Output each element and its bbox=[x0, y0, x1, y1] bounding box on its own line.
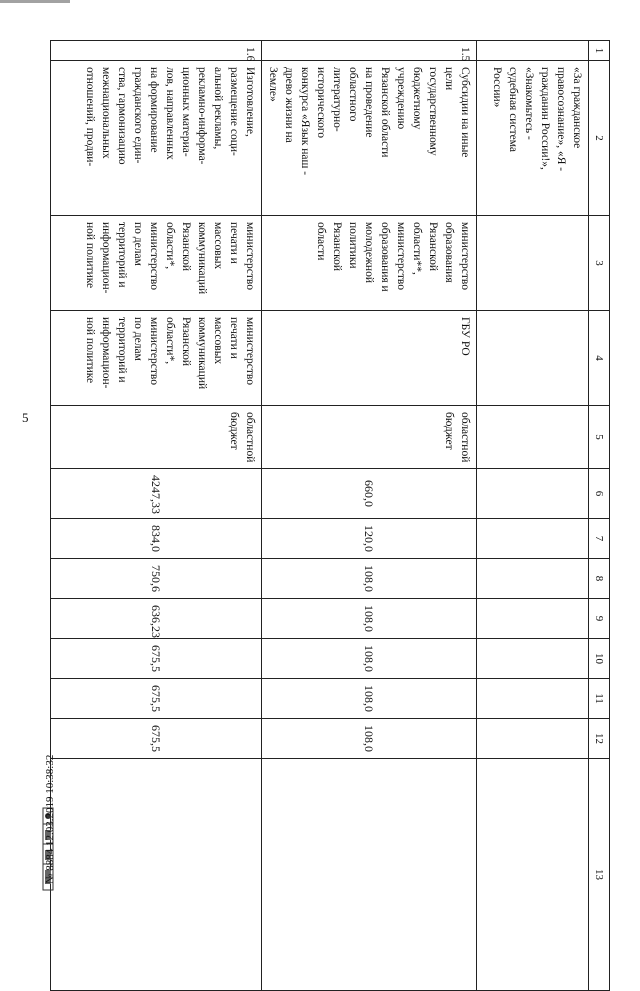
column-number: 12 bbox=[589, 719, 610, 759]
column-number: 9 bbox=[589, 599, 610, 639]
value-year bbox=[477, 639, 589, 679]
recipient-cell: министерство печати и массовых коммуникаций Рязанской области*, министерство по делам территорий и информацион- ной политике bbox=[51, 311, 262, 406]
executor-cell: министерство образования Рязанской области**, министерство образования и молодежной политики Рязанской области bbox=[262, 216, 477, 311]
row-number: 1.6 bbox=[51, 41, 262, 61]
value-year bbox=[477, 559, 589, 599]
recipient-cell: ГБУ РО bbox=[262, 311, 477, 406]
value-year: 675,5 bbox=[51, 679, 262, 719]
value-year bbox=[477, 519, 589, 559]
column-number: 5 bbox=[589, 406, 610, 469]
activity-name: «За гражданское правосознание», «Я - гражданин России!», «Знакомьтесь - судебная система России» bbox=[477, 61, 589, 216]
column-number: 11 bbox=[589, 679, 610, 719]
activity-name: Субсидии на иные цели государственному бюджетному учреждению Рязанской области на проведение областного литературно- исторического конкурса «Язык наш - древо жизни на Земле» bbox=[262, 61, 477, 216]
column-number: 8 bbox=[589, 559, 610, 599]
row-number: 1.5 bbox=[262, 41, 477, 61]
recipient-cell bbox=[477, 311, 589, 406]
column-number: 3 bbox=[589, 216, 610, 311]
document-stamp-area bbox=[22, 684, 222, 894]
column-number: 10 bbox=[589, 639, 610, 679]
page-number: 5 bbox=[22, 410, 29, 425]
column-number: 2 bbox=[589, 61, 610, 216]
value-total bbox=[477, 469, 589, 519]
column-number: 7 bbox=[589, 519, 610, 559]
value-year: 675,5 bbox=[51, 719, 262, 759]
value-year: 108,0 bbox=[262, 719, 477, 759]
value-year: 108,0 bbox=[262, 599, 477, 639]
value-year: 108,0 bbox=[262, 679, 477, 719]
column-number: 6 bbox=[589, 469, 610, 519]
executor-cell bbox=[477, 216, 589, 311]
value-year: 120,0 bbox=[262, 519, 477, 559]
scan-edge-mark bbox=[0, 0, 70, 3]
notes-cell bbox=[262, 759, 477, 991]
notes-cell bbox=[477, 759, 589, 991]
executor-cell: министерство печати и массовых коммуникаций Рязанской области*, министерство по делам территорий и информацион- ной политике bbox=[51, 216, 262, 311]
funding-source: областной бюджет bbox=[262, 406, 477, 469]
value-year bbox=[477, 719, 589, 759]
funding-source bbox=[477, 406, 589, 469]
value-year: 834,0 bbox=[51, 519, 262, 559]
value-total: 660,0 bbox=[262, 469, 477, 519]
column-number: 13 bbox=[589, 759, 610, 991]
column-number: 4 bbox=[589, 311, 610, 406]
registration-stamp: № 8884 12.03.2019 10:38:32 bbox=[44, 754, 56, 884]
value-year: 108,0 bbox=[262, 559, 477, 599]
column-number-row bbox=[589, 41, 610, 991]
row-number bbox=[477, 41, 589, 61]
value-total: 4247,33 bbox=[51, 469, 262, 519]
value-year: 108,0 bbox=[262, 639, 477, 679]
table-row bbox=[262, 41, 477, 991]
funding-source: областной бюджет bbox=[51, 406, 262, 469]
value-year bbox=[477, 599, 589, 639]
table-row bbox=[477, 41, 589, 991]
value-year: 750,6 bbox=[51, 559, 262, 599]
value-year: 675,5 bbox=[51, 639, 262, 679]
value-year bbox=[477, 679, 589, 719]
column-number: 1 bbox=[589, 41, 610, 61]
value-year: 636,23 bbox=[51, 599, 262, 639]
activity-name: Изготовление, размещение соци- альной рекламы, рекламно-информа- ционных материа- лов, направленных на формирование гражданского един- ства, гармонизацию межнациональных отношений, продви- bbox=[51, 61, 262, 216]
